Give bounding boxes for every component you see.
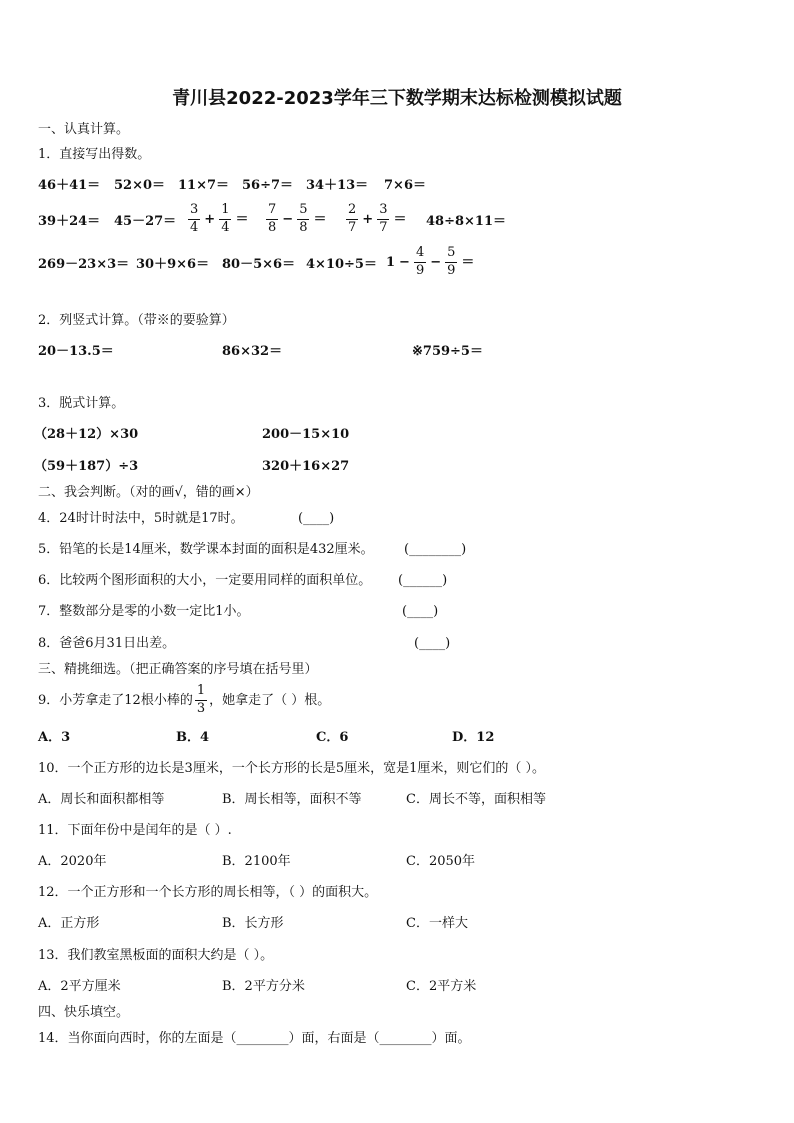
option-c[interactable]: C．6: [316, 730, 349, 745]
fraction: $\frac{7}{8}$: [268, 202, 277, 235]
option-a[interactable]: A．2020年: [38, 854, 107, 869]
page-title: 青川县2022-2023学年三下数学期末达标检测模拟试题: [172, 88, 622, 109]
section-heading-2: 二、我会判断。（对的画√，错的画×）: [38, 485, 259, 500]
fraction: $\frac{2}{7}$: [348, 202, 357, 235]
option-a[interactable]: A．3: [38, 730, 71, 745]
question-12: 12．一个正方形和一个长方形的周长相等，（ ）的面积大。: [38, 885, 378, 900]
fraction: $\frac{5}{9}$: [447, 245, 456, 278]
fraction: $\frac{3}{7}$: [379, 202, 388, 235]
option-b[interactable]: B．4: [176, 730, 210, 745]
expression: 4×10÷5＝: [306, 257, 377, 272]
judge-item-6: 6．比较两个图形面积的大小，一定要用同样的面积单位。: [38, 573, 372, 588]
question-3-label: 3．脱式计算。: [38, 396, 125, 411]
option-b[interactable]: B．2平方分米: [222, 979, 305, 994]
question-14: 14．当你面向西时，你的左面是（________）面，右面是（________）面。: [38, 1031, 471, 1046]
fraction: $\frac{3}{4}$: [190, 202, 199, 235]
option-b[interactable]: B．长方形: [222, 916, 284, 931]
judge-item-5: 5．铅笔的长是14厘米，数学课本封面的面积是432厘米。: [38, 542, 374, 557]
fraction-expression: $\frac{2}{7}$ + $\frac{3}{7}$ ＝: [348, 202, 407, 235]
expression: （59＋187）÷3: [34, 459, 139, 474]
expression: 46＋41＝: [38, 178, 101, 193]
question-10: 10．一个正方形的边长是3厘米，一个长方形的长是5厘米，宽是1厘米，则它们的（ ）。: [38, 761, 545, 776]
expression: 52×0＝: [114, 178, 166, 193]
judge-item-4: 4．24时计时法中，5时就是17时。: [38, 511, 244, 526]
answer-blank[interactable]: (____): [414, 636, 451, 651]
expression: 45－27＝: [114, 214, 177, 229]
expression: 20－13.5＝: [38, 344, 114, 359]
expression: 30＋9×6＝: [136, 257, 210, 272]
option-c[interactable]: C．2平方米: [406, 979, 477, 994]
option-c[interactable]: C．周长不等，面积相等: [406, 792, 546, 807]
fraction-expression: $\frac{3}{4}$ + $\frac{1}{4}$ ＝: [190, 202, 249, 235]
expression: （28＋12）×30: [34, 427, 139, 442]
expression: 269－23×3＝: [38, 257, 130, 272]
question-11: 11．下面年份中是闰年的是（ ）.: [38, 823, 232, 838]
option-a[interactable]: A．2平方厘米: [38, 979, 121, 994]
option-c[interactable]: C．2050年: [406, 854, 476, 869]
expression: 34＋13＝: [306, 178, 369, 193]
answer-blank[interactable]: (______): [398, 573, 448, 588]
expression: 39＋24＝: [38, 214, 101, 229]
fraction: $\frac{1}{3}$: [196, 683, 206, 716]
option-c[interactable]: C．一样大: [406, 916, 468, 931]
answer-blank[interactable]: (____): [402, 604, 439, 619]
option-d[interactable]: D．12: [452, 730, 495, 745]
expression: 200－15×10: [262, 427, 350, 442]
expression: 86×32＝: [222, 344, 283, 359]
judge-item-8: 8．爸爸6月31日出差。: [38, 636, 176, 651]
option-b[interactable]: B．2100年: [222, 854, 291, 869]
expression: 80－5×6＝: [222, 257, 296, 272]
expression: 320＋16×27: [262, 459, 350, 474]
answer-blank[interactable]: (____): [298, 511, 335, 526]
question-1-label: 1．直接写出得数。: [38, 147, 151, 162]
option-a[interactable]: A．正方形: [38, 916, 100, 931]
section-heading-4: 四、快乐填空。: [38, 1005, 130, 1020]
answer-blank[interactable]: (________): [404, 542, 467, 557]
fraction-expression: $\frac{7}{8}$ − $\frac{5}{8}$ ＝: [268, 202, 327, 235]
section-heading-3: 三、精挑细选。（把正确答案的序号填在括号里）: [38, 662, 318, 677]
question-2-label: 2．列竖式计算。（带※的要验算）: [38, 313, 235, 328]
fraction: $\frac{4}{9}$: [415, 245, 425, 278]
judge-item-7: 7．整数部分是零的小数一定比1小。: [38, 604, 250, 619]
section-heading-1: 一、认真计算。: [38, 122, 130, 137]
fraction-expression: 1 − $\frac{4}{9}$ − $\frac{5}{9}$ ＝: [386, 245, 475, 278]
option-b[interactable]: B．周长相等，面积不等: [222, 792, 362, 807]
fraction: $\frac{5}{8}$: [299, 202, 308, 235]
expression: 48÷8×11＝: [426, 214, 507, 229]
expression: 11×7＝: [178, 178, 230, 193]
expression: 56÷7＝: [242, 178, 294, 193]
expression: ※759÷5＝: [412, 344, 483, 359]
fraction: $\frac{1}{4}$: [221, 202, 230, 235]
question-13: 13．我们教室黑板面的面积大约是（ ）。: [38, 948, 274, 963]
option-a[interactable]: A．周长和面积都相等: [38, 792, 165, 807]
expression: 7×6＝: [384, 178, 426, 193]
question-9: 9．小芳拿走了12根小棒的 $\frac{1}{3}$ ，她拿走了（ ）根。: [38, 683, 331, 716]
